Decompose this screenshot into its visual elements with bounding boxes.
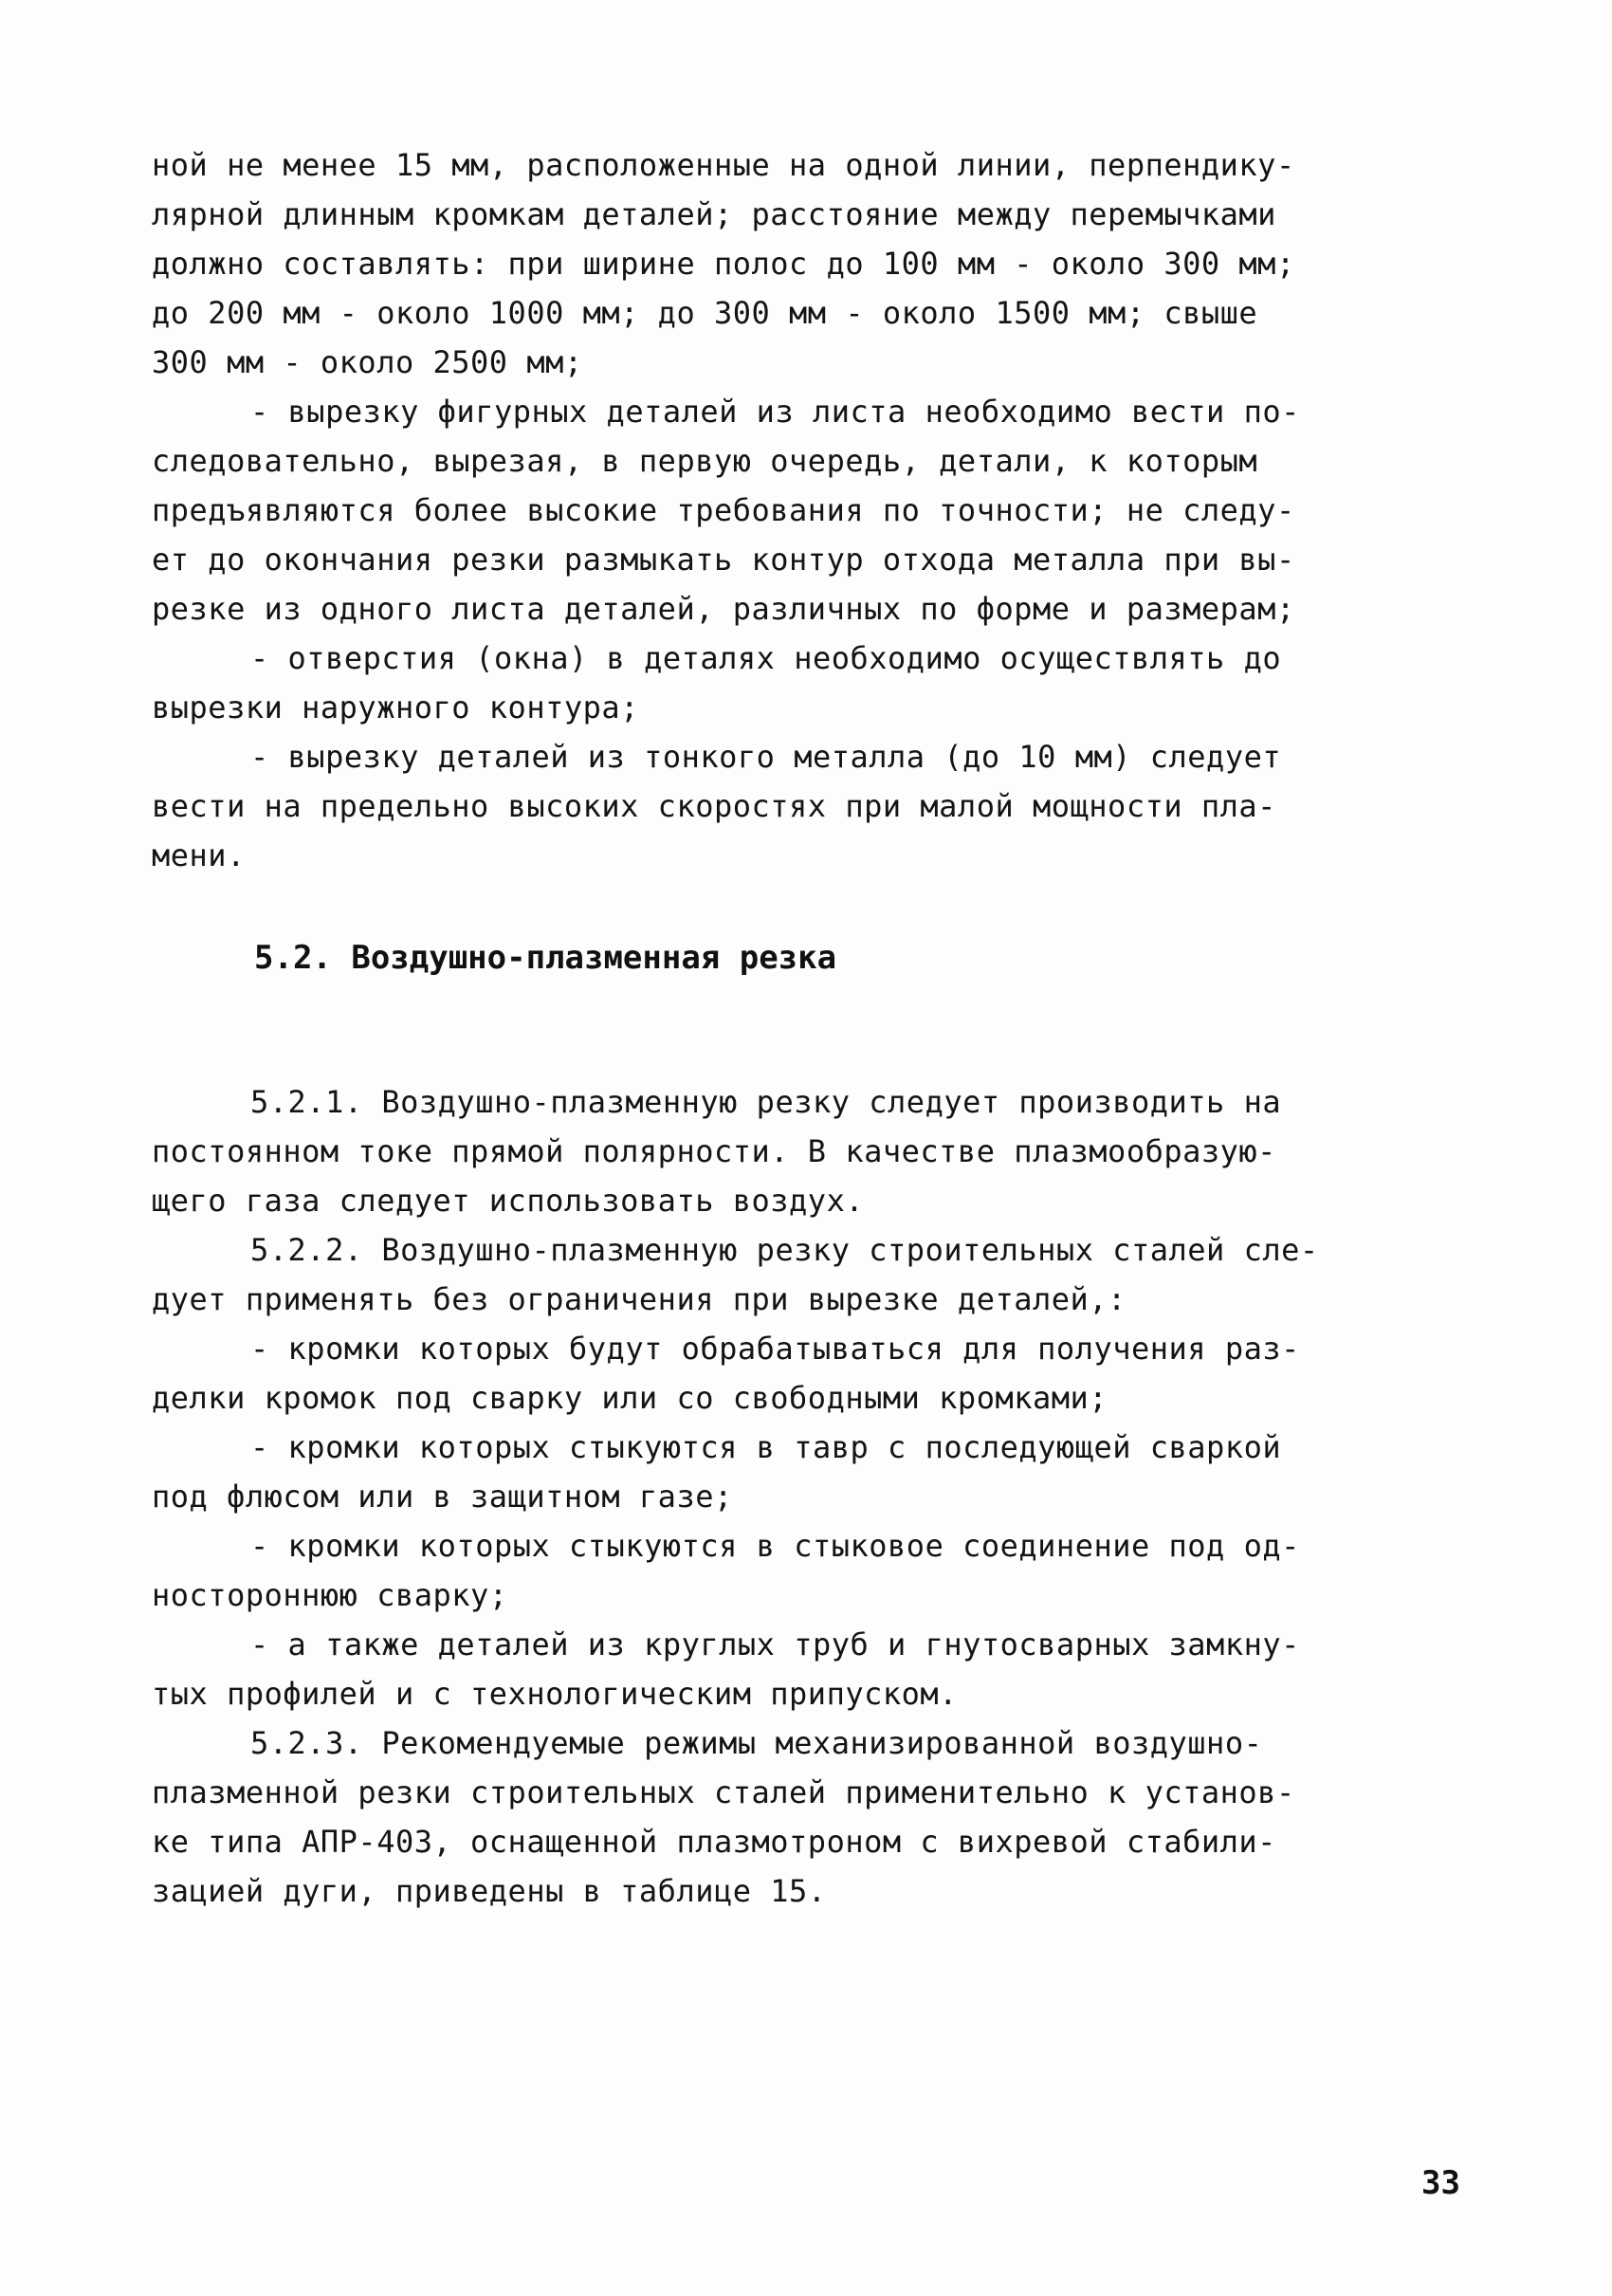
text-block-cutting-rules [152, 140, 1422, 880]
text-line: должно составлять: при ширине полос до 100 мм - около 300 мм; [152, 246, 1295, 282]
text-line: 5.2.3. Рекомендуемые режимы механизированной воздушно- [250, 1725, 1263, 1761]
text-line: - вырезку деталей из тонкого металла (до 10 мм) следует [250, 739, 1282, 775]
text-line: ке типа АПР-403, оснащенной плазмотроном с вихревой стабили- [152, 1824, 1276, 1860]
text-line: щего газа следует использовать воздух. [152, 1183, 865, 1219]
text-line: тых профилей и с технологическим припуском. [152, 1676, 958, 1712]
text-line: дует применять без ограничения при вырезке деталей,: [152, 1281, 1127, 1317]
text-line: мени. [152, 837, 246, 873]
section-heading: 5.2. Воздушно-плазменная резка [254, 939, 837, 977]
text-line: лярной длинным кромкам деталей; расстояние между перемычками [152, 196, 1276, 232]
text-line: - кромки которых стыкуются в стыковое соединение под од- [250, 1528, 1300, 1564]
text-line: до 200 мм - около 1000 мм; до 300 мм - около 1500 мм; свыше [152, 295, 1258, 331]
page-number: 33 [1421, 2164, 1460, 2202]
text-line: - а также деталей из круглых труб и гнутосварных замкну- [250, 1626, 1300, 1662]
text-line: предъявляются более высокие требования по точности; не следу- [152, 492, 1295, 528]
text-line: следовательно, вырезая, в первую очередь, детали, к которым [152, 443, 1258, 479]
text-line: - вырезку фигурных деталей из листа необходимо вести по- [250, 394, 1300, 430]
text-line: резке из одного листа деталей, различных по форме и размерам; [152, 591, 1295, 627]
text-line: вести на предельно высоких скоростях при малой мощности пла- [152, 788, 1276, 824]
text-line: 5.2.2. Воздушно-плазменную резку строительных сталей сле- [250, 1232, 1319, 1268]
text-block-air-plasma [152, 1077, 1422, 1916]
text-line: делки кромок под сварку или со свободными кромками; [152, 1380, 1108, 1416]
text-line: вырезки наружного контура; [152, 689, 639, 726]
text-line: плазменной резки строительных сталей применительно к установ- [152, 1774, 1295, 1810]
text-line: ет до окончания резки размыкать контур отхода металла при вы- [152, 542, 1295, 578]
text-line: ной не менее 15 мм, расположенные на одной линии, перпендику- [152, 147, 1295, 183]
text-line: под флюсом или в защитном газе; [152, 1479, 733, 1515]
text-line: - отверстия (окна) в деталях необходимо осуществлять до [250, 640, 1282, 676]
text-line: зацией дуги, приведены в таблице 15. [152, 1873, 827, 1909]
text-line: - кромки которых стыкуются в тавр с последующей сваркой [250, 1429, 1282, 1465]
text-line: 5.2.1. Воздушно-плазменную резку следует производить на [250, 1084, 1282, 1120]
text-line: 300 мм - около 2500 мм; [152, 344, 583, 380]
text-line: ностороннюю сварку; [152, 1577, 508, 1613]
text-line: - кромки которых будут обрабатываться для получения раз- [250, 1331, 1300, 1367]
text-line: постоянном токе прямой полярности. В качестве плазмообразую- [152, 1133, 1276, 1169]
